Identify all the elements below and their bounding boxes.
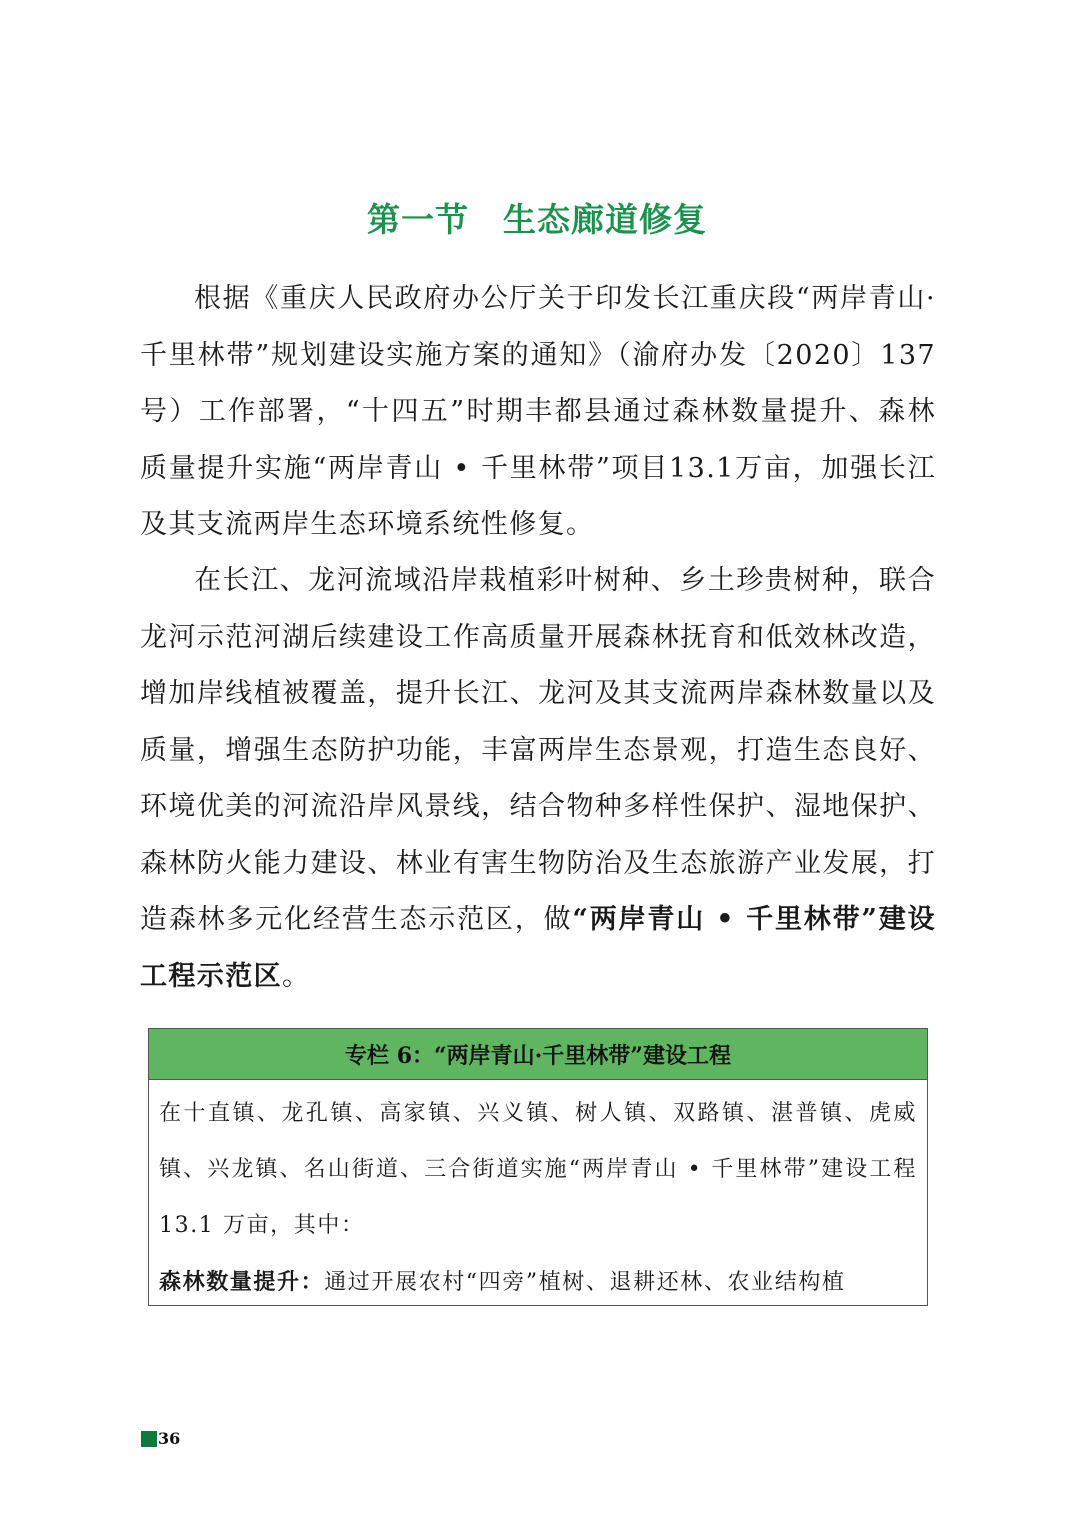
page-footer <box>141 1429 180 1448</box>
paragraph-2 <box>140 553 936 1005</box>
page-marker-square-icon <box>141 1431 157 1447</box>
page-number: 36 <box>158 1429 181 1448</box>
column-box-item-label: 森林数量提升： <box>159 1269 325 1295</box>
paragraph-2-bold-phrase: “两岸青山 • 千里林带”建设工程示范区 <box>140 904 937 992</box>
paragraph-1: 根据《重庆人民政府办公厅关于印发长江重庆段“两岸青山·千里林带”规划建设实施方案的通知》（渝府办发〔2020〕137号）工作部署，“十四五”时期丰都县通过森林数量提升、森林质量提升实施“两岸青山 • 千里林带”项目13.1万亩，加强长江及其支流两岸生态环境系统性修复。 <box>140 283 936 540</box>
column-box <box>148 1028 928 1306</box>
column-box-item-text: 通过开展农村“四旁”植树、退耕还林、农业结构植 <box>324 1270 846 1295</box>
column-box-header: 专栏 6：“两岸青山·千里林带”建设工程 <box>149 1029 927 1080</box>
column-box-intro: 在十直镇、龙孔镇、高家镇、兴义镇、树人镇、双路镇、湛普镇、虎威镇、兴龙镇、名山街道、三合街道实施“两岸青山 • 千里林带”建设工程 13.1 万亩，其中： <box>159 1101 917 1238</box>
column-box-body <box>149 1080 927 1306</box>
paragraph-2-lead: 在长江、龙河流域沿岸栽植彩叶树种、乡土珍贵树种，联合龙河示范河湖后续建设工作高质量开展森林抚育和低效林改造，增加岸线植被覆盖，提升长江、龙河及其支流两岸森林数量以及质量，增强生态防护功能，丰富两岸生态景观，打造生态良好、环境优美的河流沿岸风景线，结合物种多样性保护、湿地保护、森林防火能力建设、林业有害生物防治及生态旅游产业发展，打造森林多元化经营生态示范区，做 <box>140 565 936 935</box>
column-box-item <box>159 1254 917 1306</box>
paragraph-2-end: 。 <box>282 960 311 992</box>
page-title: 第一节 生态廊道修复 <box>367 200 707 239</box>
